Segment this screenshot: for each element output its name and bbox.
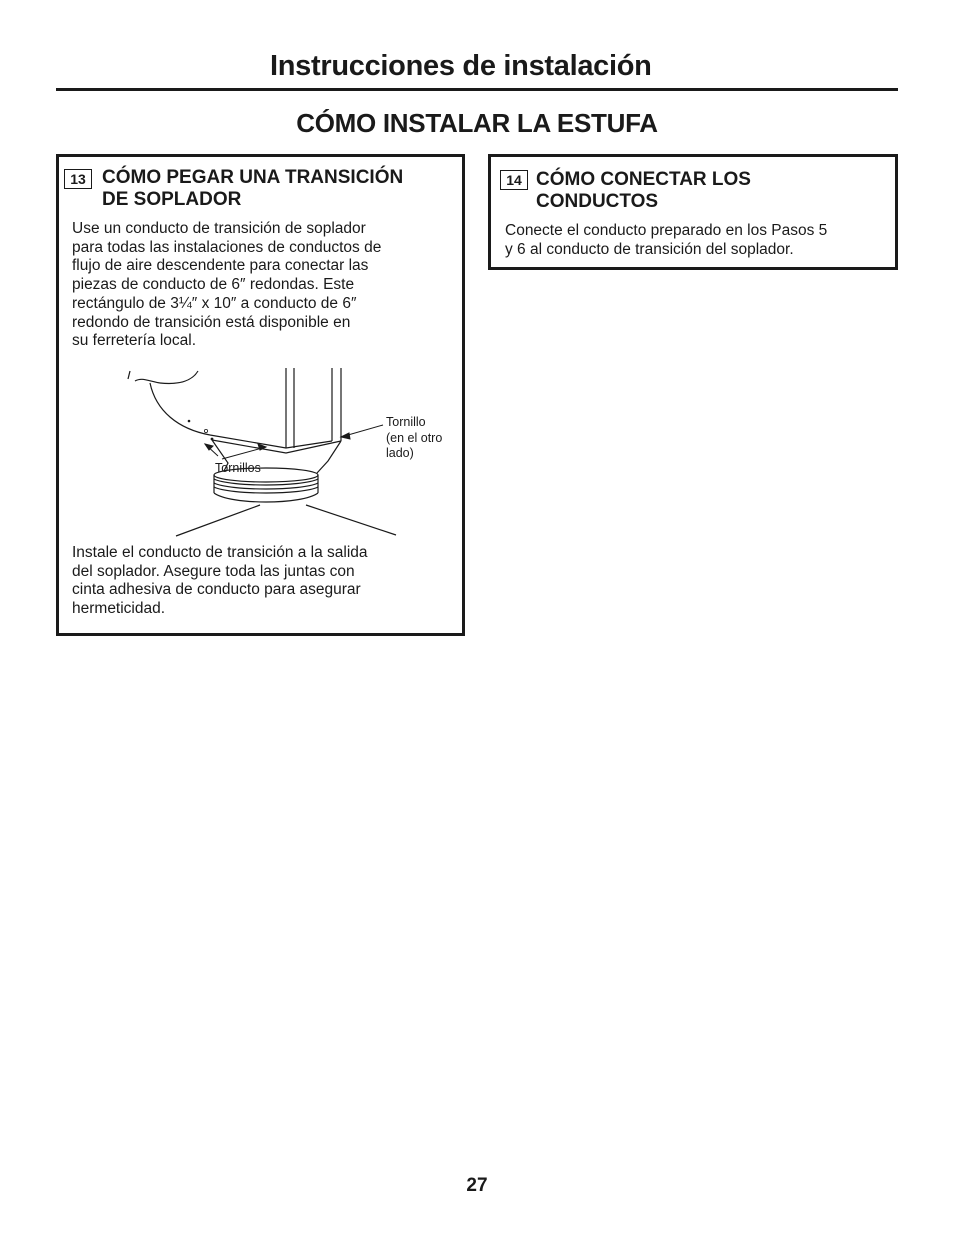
title-rule	[56, 88, 898, 91]
text-line: su ferretería local.	[72, 332, 197, 350]
text-line: del soplador. Asegure toda las juntas con	[72, 562, 355, 580]
step-14-body	[505, 222, 827, 259]
text-line: cinta adhesiva de conducto para asegurar	[72, 581, 361, 599]
text-line: piezas de conducto de 6″ redondas. Este	[72, 276, 355, 294]
text-line: para todas las instalaciones de conductos de	[72, 238, 382, 256]
step-14-heading	[536, 169, 751, 213]
page-number: 27	[466, 1175, 488, 1196]
label-screws: Tornillos	[215, 461, 261, 475]
page-title: Instrucciones de instalación	[270, 50, 652, 82]
step-13-outro	[72, 544, 368, 619]
label-line: lado)	[386, 446, 414, 460]
section-title: CÓMO INSTALAR LA ESTUFA	[296, 108, 658, 138]
text-line: Use un conducto de transición de soplador	[72, 220, 366, 237]
step-13-number: 13	[64, 169, 92, 189]
step-13-intro	[72, 220, 381, 351]
text-line: y 6 al conducto de transición del soplador.	[505, 240, 794, 258]
step-14-heading-line: CONDUCTOS	[536, 191, 659, 212]
text-line: flujo de aire descendente para conectar las	[72, 257, 369, 275]
step-13-heading-line: DE SOPLADOR	[102, 189, 242, 210]
label-screw-other-side	[386, 415, 442, 462]
text-line: redondo de transición está disponible en	[72, 313, 351, 331]
text-line: rectángulo de 3¼″ x 10″ a conducto de 6″	[72, 294, 357, 312]
step-14-heading-line: CÓMO CONECTAR LOS	[536, 169, 751, 190]
step-13-heading	[102, 167, 403, 211]
label-line: (en el otro	[386, 430, 443, 445]
text-line: hermeticidad.	[72, 600, 166, 618]
step-14-number: 14	[500, 170, 528, 190]
text-line: Conecte el conducto preparado en los Pasos 5	[505, 222, 828, 239]
transition-duct-diagram	[70, 363, 462, 543]
step-13-heading-line: CÓMO PEGAR UNA TRANSICIÓN	[102, 167, 404, 188]
label-line: Tornillo	[386, 415, 426, 429]
text-line: Instale el conducto de transición a la salida	[72, 544, 368, 561]
